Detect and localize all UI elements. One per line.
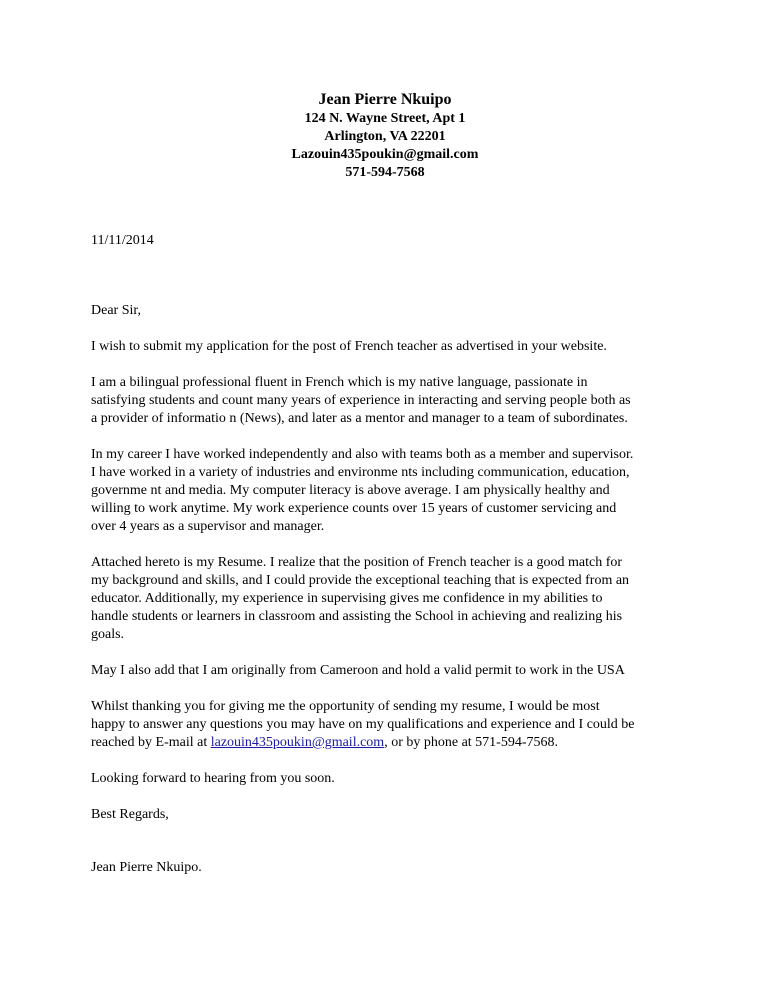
paragraph-7: Looking forward to hearing from you soon.: [91, 771, 335, 786]
email-link[interactable]: lazouin435poukin@gmail.com: [210, 735, 385, 750]
phone-suffix-text: , or by phone at 571-594-7568.: [384, 735, 559, 750]
paragraph-line: willing to work anytime. My work experience counts over 15 years of customer servicing and: [91, 501, 617, 516]
paragraph-line: governme nt and media. My computer literacy is above average. I am physically healthy and: [91, 483, 610, 498]
paragraph-line: In my career I have worked independently and also with teams both as a member and supervisor.: [91, 447, 634, 462]
letter-date: 11/11/2014: [91, 233, 154, 248]
sender-email: Lazouin435poukin@gmail.com: [291, 147, 479, 162]
paragraph-3: [91, 446, 691, 536]
closing: Best Regards,: [91, 807, 169, 822]
paragraph-line: I am a bilingual professional fluent in French which is my native language, passionate in: [91, 375, 588, 390]
sender-phone: 571-594-7568: [345, 165, 425, 180]
sender-name: Jean Pierre Nkuipo: [318, 91, 452, 108]
signature: Jean Pierre Nkuipo.: [91, 860, 202, 875]
paragraph-line: my background and skills, and I could provide the exceptional teaching that is expected from an: [91, 573, 630, 588]
paragraph-line: happy to answer any questions you may have on my qualifications and experience and I could be: [91, 717, 635, 732]
paragraph-1: [91, 338, 691, 356]
paragraph-6: [91, 698, 691, 752]
paragraph-line: over 4 years as a supervisor and manager.: [91, 519, 325, 534]
paragraph-line: educator. Additionally, my experience in supervising gives me confidence in my abilities to: [91, 591, 603, 606]
letter-header: [230, 90, 540, 182]
paragraph-2: [91, 374, 691, 428]
salutation: Dear Sir,: [91, 303, 141, 318]
sender-street: 124 N. Wayne Street, Apt 1: [304, 111, 466, 126]
email-prefix-text: reached by E-mail at: [91, 735, 211, 750]
paragraph-line: I have worked in a variety of industries and environme nts including communication, education,: [91, 465, 630, 480]
paragraph-4: [91, 554, 691, 644]
paragraph-line: I wish to submit my application for the post of French teacher as advertised in your website.: [91, 339, 607, 354]
paragraph-line: satisfying students and count many years of experience in interacting and serving people both as: [91, 393, 631, 408]
paragraph-line: [91, 734, 691, 752]
paragraph-line: a provider of informatio n (News), and later as a mentor and manager to a team of subordinates.: [91, 411, 628, 426]
paragraph-line: handle students or learners in classroom and assisting the School in achieving and realizing his: [91, 609, 623, 624]
sender-city: Arlington, VA 22201: [324, 129, 446, 144]
paragraph-line: goals.: [91, 627, 125, 642]
letter-body: [91, 302, 691, 895]
paragraph-line: May I also add that I am originally from Cameroon and hold a valid permit to work in the USA: [91, 663, 625, 678]
paragraph-line: Attached hereto is my Resume. I realize that the position of French teacher is a good match for: [91, 555, 623, 570]
paragraph-line: Whilst thanking you for giving me the opportunity of sending my resume, I would be most: [91, 699, 600, 714]
paragraph-5: [91, 662, 691, 680]
